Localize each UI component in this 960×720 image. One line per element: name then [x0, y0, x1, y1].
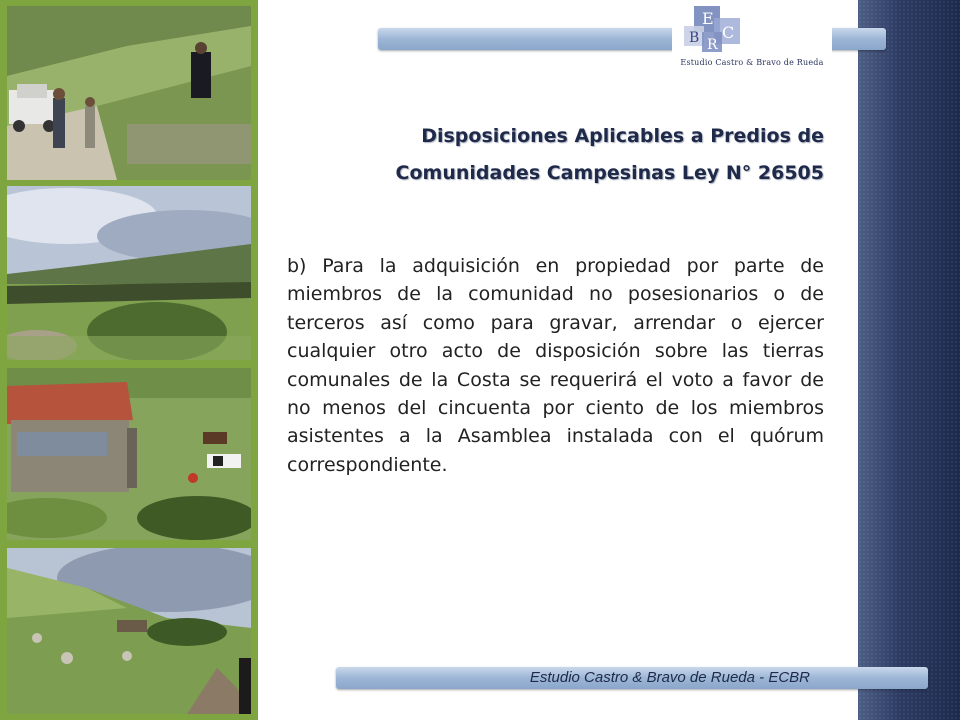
- slide-title-line-2: Comunidades Campesinas Ley N° 26505: [395, 162, 824, 184]
- footer-bar: [336, 667, 928, 689]
- slide-body-paragraph: b) Para la adquisición en propiedad por parte de miembros de la comunidad no posesionarios o de terceros así como para gravar, arrendar o ejercer cualquier otro acto de disposición sobre las tierras comunales de la Costa se requerirá el voto a favor de no menos del cincuenta por ciento de los miembros asistentes a la Asamblea instalada con el quórum correspondiente.: [287, 255, 824, 476]
- photo-hillside: [7, 548, 251, 714]
- photo-road-truck: [7, 6, 251, 180]
- logo-letter-b: B: [689, 30, 700, 46]
- photo-field-sky: [7, 186, 251, 360]
- photo-strip: [0, 0, 258, 720]
- slide-title-line-1: Disposiciones Aplicables a Predios de: [421, 125, 824, 147]
- photo-house-cows: [7, 368, 251, 540]
- logo-caption: Estudio Castro & Bravo de Rueda: [680, 58, 824, 67]
- slide-title: [300, 118, 824, 192]
- logo-letter-e: E: [702, 9, 714, 28]
- footer-text: Estudio Castro & Bravo de Rueda - ECBR: [529, 669, 810, 686]
- right-decorative-panel: [858, 0, 960, 720]
- logo-letter-r: R: [707, 37, 718, 53]
- ecbr-logo: [672, 0, 832, 74]
- logo-mark: [672, 0, 832, 58]
- logo-letter-c: C: [722, 23, 735, 42]
